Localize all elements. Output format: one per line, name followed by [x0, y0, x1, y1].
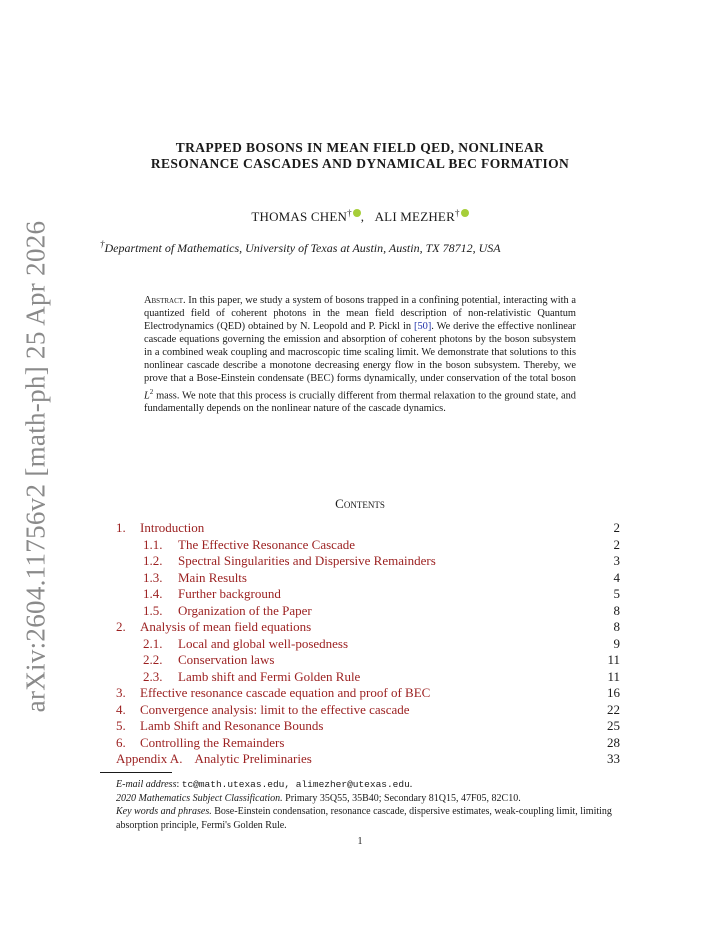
affiliation-marker: † [100, 239, 105, 249]
toc-entry[interactable] [116, 751, 620, 768]
abstract [144, 295, 576, 416]
toc-entry[interactable] [116, 669, 620, 686]
toc-entry-number[interactable]: 5. [116, 718, 126, 733]
table-of-contents [116, 520, 620, 768]
toc-entry-label[interactable]: Effective resonance cascade equation and proof of BEC [140, 685, 431, 700]
title-line-1: TRAPPED BOSONS IN MEAN FIELD QED, NONLINEAR [175, 140, 545, 155]
citation-link[interactable]: [50] [413, 320, 432, 332]
toc-entry-title[interactable] [116, 735, 284, 751]
toc-entry-page: 8 [613, 619, 620, 634]
affiliation [100, 239, 620, 256]
paper-title [80, 140, 640, 172]
toc-entry-title[interactable] [116, 718, 323, 734]
toc-entry[interactable] [116, 603, 620, 620]
footnote-rule [100, 772, 172, 773]
toc-entry-title[interactable] [116, 702, 410, 718]
keywords-footnote [116, 805, 620, 832]
orcid-icon[interactable] [353, 209, 361, 217]
toc-entry-number[interactable]: 1.2. [143, 553, 163, 568]
toc-entry-number[interactable]: 1. [116, 520, 126, 535]
toc-entry-page: 33 [607, 751, 620, 766]
toc-entry[interactable] [116, 652, 620, 669]
toc-entry[interactable] [116, 619, 620, 636]
affiliation-text: Department of Mathematics, University of Texas at Austin, Austin, TX 78712, USA [104, 241, 501, 255]
toc-entry-label[interactable]: Introduction [140, 520, 205, 535]
toc-entry-label[interactable]: Organization of the Paper [178, 602, 312, 618]
toc-entry-label[interactable]: Main Results [178, 569, 247, 585]
toc-entry-title[interactable] [116, 669, 360, 685]
email-footnote: E-mail address: tc@math.utexas.edu, alimezher@utexas.edu. [116, 779, 413, 790]
toc-entry-page: 3 [613, 553, 620, 568]
keywords-label: Key words and phrases. [116, 806, 212, 817]
toc-entry-label[interactable]: Spectral Singularities and Dispersive Remainders [178, 553, 436, 568]
msc-footnote [116, 792, 620, 806]
title-line-2: RESONANCE CASCADES AND DYNAMICAL BEC FORMATION [150, 156, 570, 171]
toc-entry-page: 28 [607, 734, 620, 750]
toc-entry-page: 11 [607, 652, 620, 667]
email-label: E-mail address [116, 779, 177, 790]
toc-entry-label[interactable]: Controlling the Remainders [140, 734, 285, 750]
author-1-marker: † [347, 208, 352, 218]
toc-entry-title[interactable] [116, 570, 247, 586]
orcid-icon[interactable] [461, 209, 469, 217]
toc-entry-page: 22 [607, 701, 620, 717]
toc-entry-number[interactable]: 1.1. [143, 536, 163, 552]
toc-entry[interactable] [116, 718, 620, 735]
toc-entry-page: 5 [613, 586, 620, 601]
toc-entry-title[interactable] [116, 636, 348, 652]
toc-entry-title[interactable] [116, 586, 281, 602]
toc-entry-label[interactable]: Local and global well-posedness [178, 635, 349, 651]
toc-entry[interactable] [116, 735, 620, 752]
toc-entry-number[interactable]: 2.2. [143, 652, 163, 667]
toc-entry-label[interactable]: Lamb shift and Fermi Golden Rule [178, 668, 361, 684]
toc-entry-title[interactable] [116, 619, 311, 635]
toc-entry[interactable] [116, 570, 620, 587]
email-addresses[interactable]: tc@math.utexas.edu, alimezher@utexas.edu [181, 779, 410, 790]
toc-entry-number[interactable]: 2.3. [143, 668, 163, 684]
toc-entry-page: 2 [613, 536, 620, 552]
math-symbol: L [144, 390, 150, 402]
arxiv-stamp-text: arXiv:2604.11756v2 [math-ph] 25 Apr 2026 [20, 220, 51, 712]
toc-entry-label[interactable]: Lamb Shift and Resonance Bounds [140, 718, 324, 733]
toc-entry-page: 8 [613, 602, 620, 618]
toc-entry-number[interactable]: 1.4. [143, 586, 163, 601]
toc-entry-title[interactable] [116, 537, 355, 553]
toc-entry-number[interactable]: Appendix A. [116, 751, 183, 766]
toc-entry-number[interactable]: 4. [116, 701, 126, 717]
page-number: 1 [357, 836, 363, 847]
toc-entry[interactable] [116, 586, 620, 603]
toc-entry-page: 11 [607, 668, 620, 684]
toc-entry[interactable] [116, 685, 620, 702]
abstract-label: Abstract. [144, 295, 186, 306]
toc-entry-title[interactable] [116, 553, 436, 569]
toc-entry[interactable] [116, 537, 620, 554]
msc-value: Primary 35Q55, 35B40; Secondary 81Q15, 47F05, 82C10. [285, 792, 521, 804]
math-exponent: 2 [149, 387, 154, 396]
author-line: THOMAS CHEN† , ALI MEZHER† [80, 208, 640, 225]
toc-entry[interactable] [116, 520, 620, 537]
msc-label: 2020 Mathematics Subject Classification. [116, 792, 283, 804]
toc-entry-page: 2 [613, 520, 620, 535]
toc-entry-page: 4 [613, 569, 620, 585]
toc-entry-title[interactable] [116, 751, 312, 767]
toc-entry[interactable] [116, 702, 620, 719]
toc-entry-number[interactable]: 1.5. [143, 602, 163, 618]
toc-entry-page: 9 [613, 635, 620, 651]
abstract-text-3: mass. We note that this process is crucially different from thermal relaxation to the ground state, and fundamentally depends on the nonlinear nature of the cascade dynamics. [144, 390, 576, 415]
toc-entry[interactable] [116, 636, 620, 653]
toc-entry-label[interactable]: Analytic Preliminaries [194, 751, 312, 766]
abstract-text-2: . We derive the effective nonlinear cascade equations governing the emission and absorption of coherent photons by the boson subsystem in a combined weak coupling and macroscopic time scaling limit. We demonstrate that solutions to this nonlinear cascade describe a monotone decreasing energy flow in the boson subsystem. Thereby, we prove that a Bose-Einstein condensate (BEC) forms dynamically, under conservation of the total boson [144, 320, 576, 384]
toc-entry-title[interactable] [116, 652, 274, 668]
toc-entry-number[interactable]: 1.3. [143, 569, 163, 585]
toc-entry-label[interactable]: Convergence analysis: limit to the effective cascade [140, 701, 410, 717]
toc-entry-label[interactable]: The Effective Resonance Cascade [178, 536, 355, 552]
author-1-name: THOMAS CHEN [251, 209, 348, 224]
abstract-text-1: In this paper, we study a system of bosons trapped in a confining potential, interacting with a quantized field of coherent photons in the mean field description of non-relativistic Quantum Electrodynamics (QED) obtained by N. Leopold and P. Pickl in [144, 295, 576, 332]
author-2-marker: † [454, 208, 460, 218]
keywords-value: Bose-Einstein condensation, resonance cascade, dispersive estimates, weak-coupling limit, limiting absorption principle, Fermi's Golden Rule. [116, 806, 612, 831]
toc-entry-label[interactable]: Analysis of mean field equations [140, 619, 312, 634]
contents-heading: Contents [335, 496, 385, 511]
author-2-name: ALI MEZHER [374, 209, 455, 224]
toc-entry-label[interactable]: Conservation laws [178, 652, 275, 667]
toc-entry-number[interactable]: 2.1. [143, 635, 163, 651]
toc-entry-title[interactable] [116, 520, 204, 536]
toc-entry-number[interactable]: 3. [116, 685, 126, 700]
toc-entry-title[interactable] [116, 685, 430, 701]
footnotes [116, 778, 620, 832]
toc-entry-number[interactable]: 6. [116, 734, 126, 750]
arxiv-stamp [18, 220, 54, 712]
toc-entry-label[interactable]: Further background [178, 586, 281, 601]
toc-entry-page: 16 [607, 685, 620, 700]
toc-entry[interactable] [116, 553, 620, 570]
toc-entry-title[interactable] [116, 603, 312, 619]
toc-entry-page: 25 [607, 718, 620, 733]
toc-entry-number[interactable]: 2. [116, 619, 126, 634]
